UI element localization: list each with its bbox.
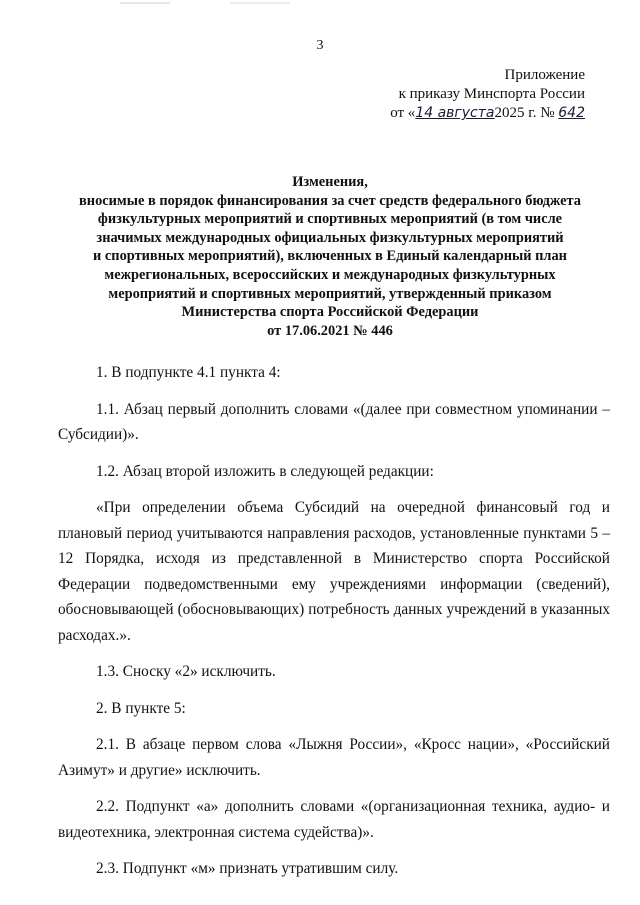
document-title [60,173,600,340]
page-number: 3 [316,38,324,53]
title-line: Изменения, [292,174,368,190]
item-1-3: 1.3. Сноску «2» исключить. [96,663,276,680]
handwritten-date: 14 августа [415,105,495,121]
title-line: мероприятий и спортивных мероприятий, утвержденный приказом [108,285,552,302]
title-line: межрегиональных, всероссийских и международных физкультурных [104,266,556,283]
annex-header [325,66,585,123]
item-1-1: 1.1. Абзац первый дополнить словами «(далее при совместном упоминании – Субсидии)». [58,400,610,443]
title-line: и спортивных мероприятий), включенных в Единый календарный план [93,248,567,265]
title-line: Министерства спорта Российской Федерации [181,304,479,321]
title-line: значимых международных официальных физкультурных мероприятий [96,229,564,246]
title-line: физкультурных мероприятий и спортивных мероприятий (в том числе [97,211,563,228]
item-2-3: 2.3. Подпункт «м» признать утратившим силу. [96,860,399,877]
document-body [58,360,610,882]
item-2: 2. В пункте 5: [96,699,186,717]
scan-artifact [0,0,640,10]
handwritten-order-number: 642 [558,105,585,121]
quoted-paragraph: «При определении объема Субсидий на очередной финансовый год и плановый период учитываются направления расходов, установленные пунктами 5 – 12 Порядка, исходя из представленной в Министерство спорта Российской Федерации подведомственными ему учреждениями информации (сведений), обосновывающей (обосновывающих) потребность данных учреждений в указанных расходах.». [58,499,610,644]
annex-year: 2025 г. № [494,105,555,121]
title-line: вносимые в порядок финансирования за счет средств федерального бюджета [79,192,581,209]
annex-date-line [325,104,585,123]
item-2-1: 2.1. В абзаце первом слова «Лыжня России», «Кросс нации», «Российский Азимут» и другие» исключить. [58,736,610,779]
title-line: от 17.06.2021 № 446 [267,322,393,339]
annex-label: Приложение [504,67,585,83]
item-2-2: 2.2. Подпункт «а» дополнить словами «(организационная техника, аудио- и видеотехника, электронная система судейства)». [58,798,610,841]
annex-from-prefix: от « [390,105,416,121]
item-1: 1. В подпункте 4.1 пункта 4: [96,364,281,381]
annex-order-ref: к приказу Минспорта России [398,86,585,102]
item-1-2: 1.2. Абзац второй изложить в следующей редакции: [96,462,434,480]
